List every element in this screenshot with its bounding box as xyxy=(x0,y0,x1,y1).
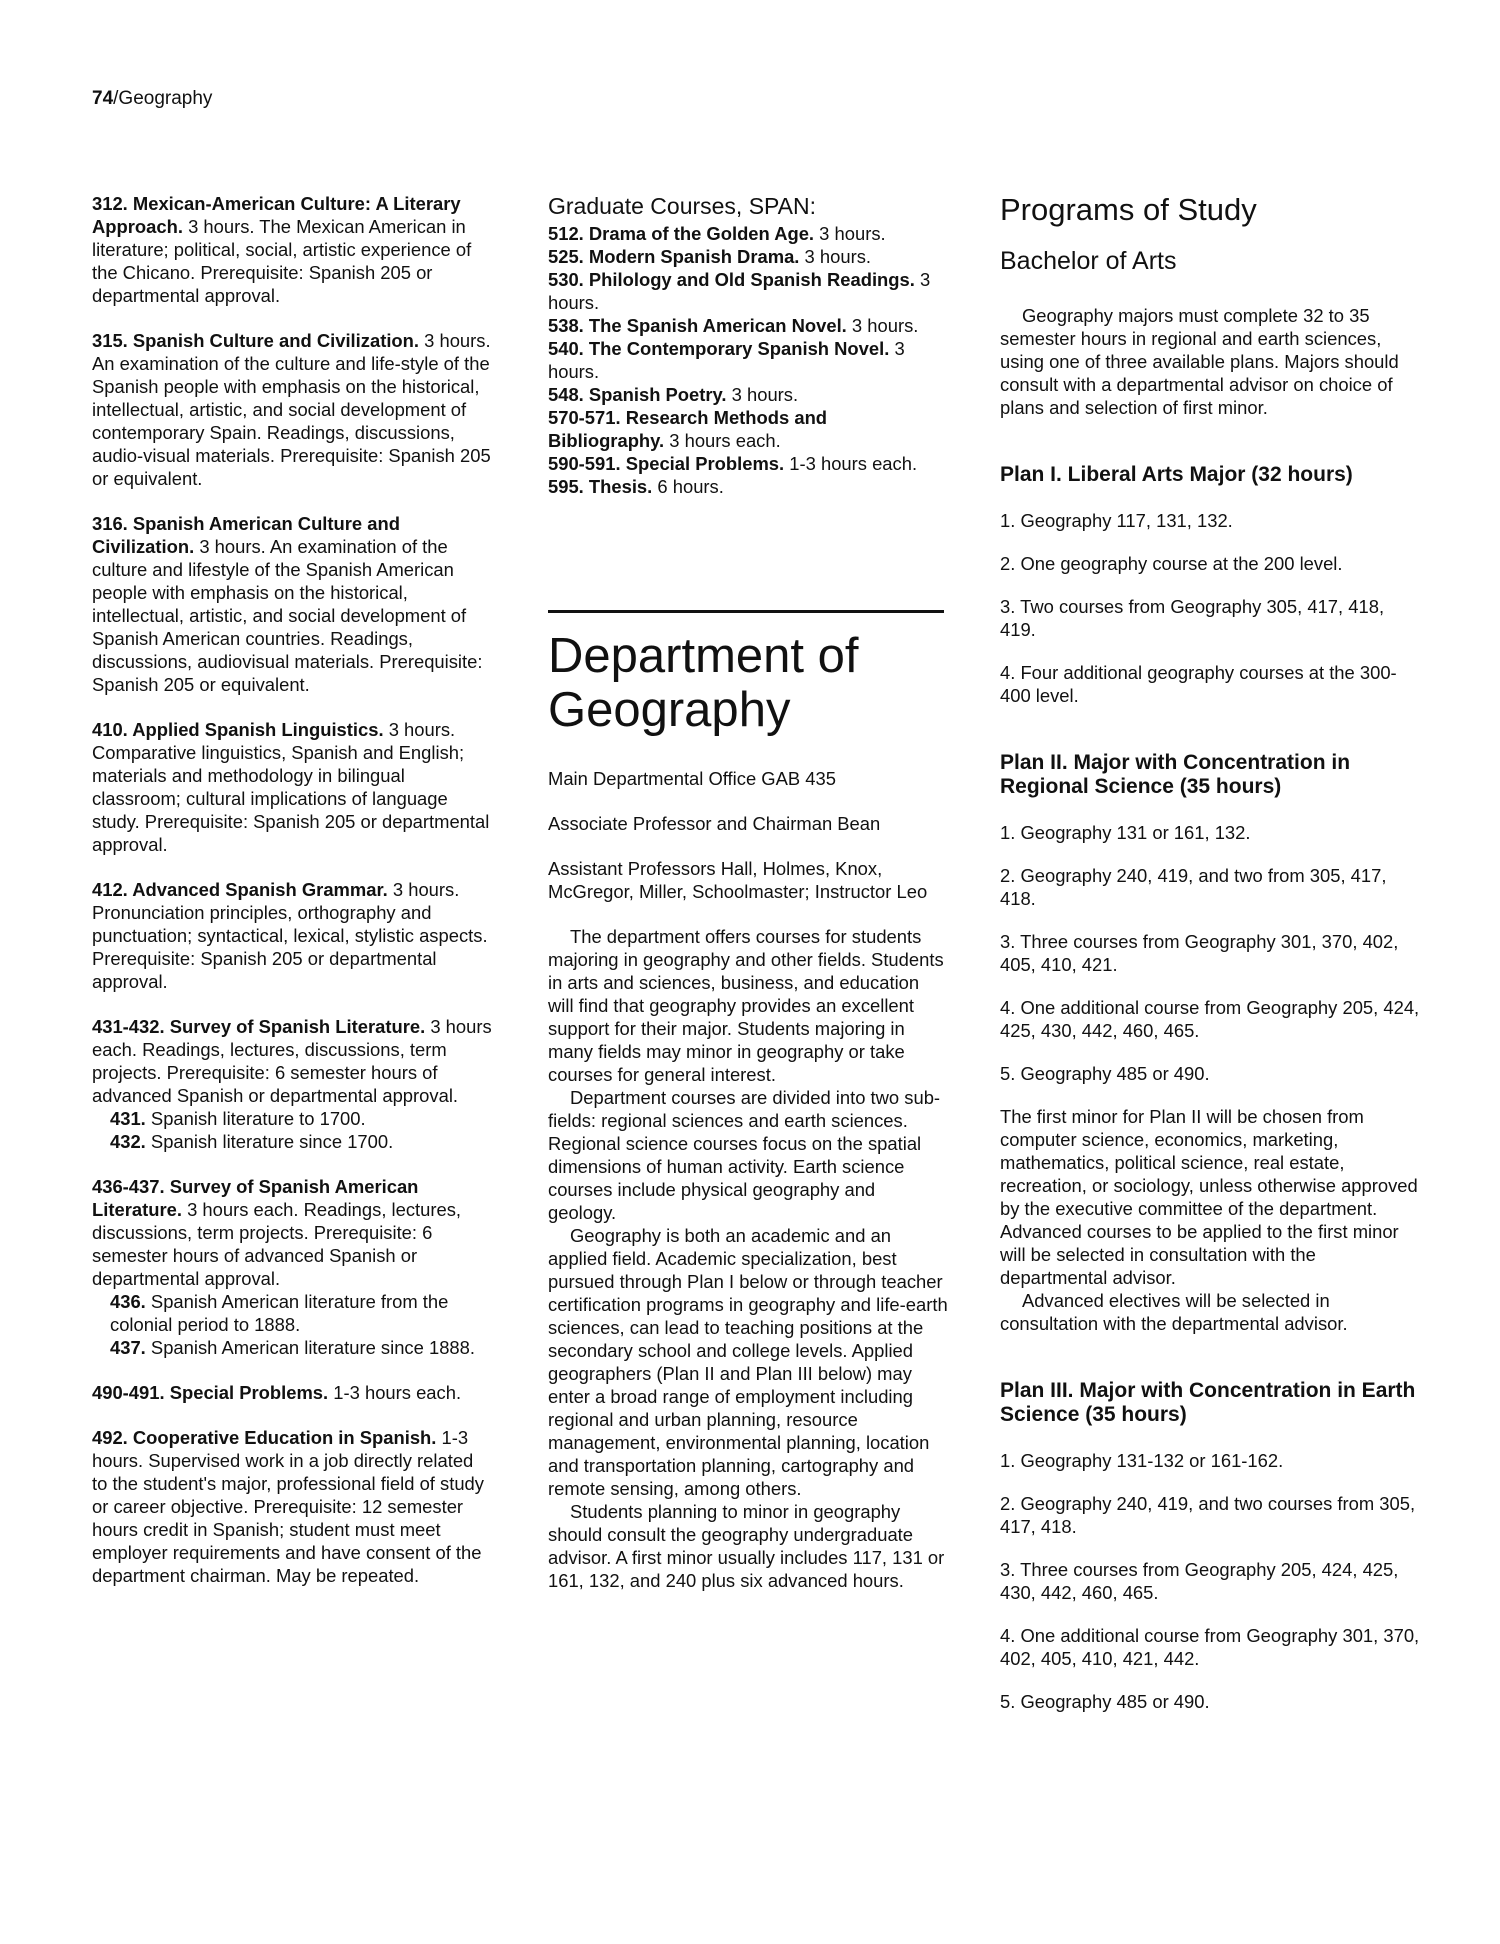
sub-course-number: 436. xyxy=(110,1291,146,1312)
sub-course-text: Spanish American literature since 1888. xyxy=(150,1337,475,1358)
course-description: 3 hours. Pronunciation principles, orthography and punctuation; syntactical, lexical, stylistic aspects. Prerequisite: Spanish 205 or departmental approval. xyxy=(92,879,488,992)
course-title: 492. Cooperative Education in Spanish. xyxy=(92,1427,437,1448)
course-title: 548. Spanish Poetry. xyxy=(548,384,727,405)
department-office: Main Departmental Office GAB 435 xyxy=(548,768,836,789)
course-description: 1-3 hours each. xyxy=(333,1382,462,1403)
programs-subtitle: Bachelor of Arts xyxy=(1000,247,1177,275)
course-description: 3 hours each. xyxy=(669,430,781,451)
course-entry xyxy=(92,1426,492,1587)
spacer xyxy=(548,498,948,610)
sub-course-number: 437. xyxy=(110,1337,146,1358)
course-description: 3 hours. An examination of the culture and life-style of the Spanish people with emphasis on the historical, intellectual, artistic, and social development of contemporary Spain. Readings, discussions, audio-visual materials. Prerequisite: Spanish 205 or equivalent. xyxy=(92,330,491,489)
course-entry xyxy=(92,878,492,993)
graduate-course xyxy=(548,383,948,406)
plan1-title: Plan I. Liberal Arts Major (32 hours) xyxy=(1000,463,1353,486)
course-text xyxy=(92,1175,492,1290)
course-description: 3 hours. xyxy=(804,246,871,267)
course-entry xyxy=(92,1015,492,1153)
course-title: 316. Spanish American Culture and Civilization. xyxy=(92,513,400,557)
course-title: 570-571. Research Methods and Bibliography. xyxy=(548,407,828,451)
sub-course-number: 431. xyxy=(110,1108,146,1129)
course-entry xyxy=(92,192,492,307)
department-faculty: Assistant Professors Hall, Holmes, Knox, McGregor, Miller, Schoolmaster; Instructor Leo xyxy=(548,858,928,902)
course-description: 3 hours. xyxy=(548,338,905,382)
department-paragraph: Department courses are divided into two sub-fields: regional sciences and earth sciences. Regional science courses focus on the spatial dimensions of human activity. Earth science courses include physical geography and geology. xyxy=(548,1087,941,1223)
course-title: 436-437. Survey of Spanish American Literature. xyxy=(92,1176,419,1220)
graduate-course xyxy=(548,452,948,475)
graduate-courses-heading: Graduate Courses, SPAN: xyxy=(548,193,817,219)
plan1-item: 3. Two courses from Geography 305, 417, 418, 419. xyxy=(1000,596,1385,640)
plan2-note: Advanced electives will be selected in consultation with the departmental advisor. xyxy=(1000,1290,1348,1334)
course-title: 590-591. Special Problems. xyxy=(548,453,785,474)
department-chair: Associate Professor and Chairman Bean xyxy=(548,813,881,834)
course-entry xyxy=(92,718,492,856)
sub-course xyxy=(110,1336,492,1359)
column-graduate-and-department xyxy=(548,192,948,1592)
graduate-course xyxy=(548,314,948,337)
course-description: 3 hours. xyxy=(851,315,919,336)
course-description: 3 hours. The Mexican American in literature; political, social, artistic experience of the Chicano. Prerequisite: Spanish 205 or departmental approval. xyxy=(92,216,472,306)
programs-intro: Geography majors must complete 32 to 35 semester hours in regional and earth sciences, using one of three available plans. Majors should consult with a departmental advisor on choice of plans and selection of first minor. xyxy=(1000,305,1399,418)
plan1-item: 4. Four additional geography courses at the 300-400 level. xyxy=(1000,662,1397,706)
course-title: 540. The Contemporary Spanish Novel. xyxy=(548,338,890,359)
sub-course-text: Spanish American literature from the colonial period to 1888. xyxy=(110,1291,449,1335)
course-description: 3 hours. Comparative linguistics, Spanish and English; materials and methodology in bilingual classroom; cultural implications of language study. Prerequisite: Spanish 205 or departmental approval. xyxy=(92,719,490,855)
course-description: 3 hours. xyxy=(819,223,886,244)
sub-course-text: Spanish literature to 1700. xyxy=(150,1108,366,1129)
sub-course-number: 432. xyxy=(110,1131,146,1152)
graduate-course xyxy=(548,268,948,314)
course-title: 431-432. Survey of Spanish Literature. xyxy=(92,1016,426,1037)
plan3-item: 4. One additional course from Geography 301, 370, 402, 405, 410, 421, 442. xyxy=(1000,1625,1420,1669)
course-title: 525. Modern Spanish Drama. xyxy=(548,246,800,267)
course-description: 3 hours. xyxy=(731,384,799,405)
department-paragraph: Students planning to minor in geography should consult the geography undergraduate advisor. A first minor usually includes 117, 131 or 161, 132, and 240 plus six advanced hours. xyxy=(548,1501,945,1591)
plan2-item: 4. One additional course from Geography 205, 424, 425, 430, 442, 460, 465. xyxy=(1000,997,1420,1041)
course-entry xyxy=(92,512,492,696)
sub-course-text: Spanish literature since 1700. xyxy=(150,1131,394,1152)
course-description: 3 hours each. Readings, lectures, discussions, term projects. Prerequisite: 6 semester hours of advanced Spanish or departmental approval. xyxy=(92,1199,462,1289)
graduate-course xyxy=(548,222,948,245)
section-divider xyxy=(548,610,944,613)
course-entry xyxy=(92,329,492,490)
plan2-item: 5. Geography 485 or 490. xyxy=(1000,1063,1210,1084)
course-description: 1-3 hours. Supervised work in a job directly related to the student's major, professional field of study or career objective. Prerequisite: 12 semester hours credit in Spanish; student must meet employer requirements and have consent of the department chairman. May be repeated. xyxy=(92,1427,484,1586)
department-paragraph: The department offers courses for students majoring in geography and other fields. Students in arts and sciences, business, and education will find that geography provides an excellent support for their major. Students majoring in many fields may minor in geography or take courses for general interest. xyxy=(548,926,944,1085)
course-description: 1-3 hours each. xyxy=(789,453,918,474)
graduate-course-list xyxy=(548,222,948,498)
course-description: 3 hours each. Readings, lectures, discussions, term projects. Prerequisite: 6 semester hours of advanced Spanish or departmental approval. xyxy=(92,1016,492,1106)
plan3-title: Plan III. Major with Concentration in Earth Science (35 hours) xyxy=(1000,1379,1416,1426)
graduate-course xyxy=(548,475,948,498)
plan3-item: 3. Three courses from Geography 205, 424, 425, 430, 442, 460, 465. xyxy=(1000,1559,1399,1603)
programs-title: Programs of Study xyxy=(1000,192,1257,227)
course-description: 6 hours. xyxy=(657,476,724,497)
plan2-item: 2. Geography 240, 419, and two from 305, 417, 418. xyxy=(1000,865,1387,909)
plan2-title: Plan II. Major with Concentration in Regional Science (35 hours) xyxy=(1000,751,1351,798)
sub-course xyxy=(110,1107,492,1130)
course-title: 410. Applied Spanish Linguistics. xyxy=(92,719,384,740)
plan2-item: 1. Geography 131 or 161, 132. xyxy=(1000,822,1251,843)
department-title xyxy=(548,629,948,737)
course-title: 312. Mexican-American Culture: A Literary Approach. xyxy=(92,193,461,237)
column-programs-of-study xyxy=(1000,192,1420,1733)
plan3-item: 2. Geography 240, 419, and two courses from 305, 417, 418. xyxy=(1000,1493,1416,1537)
sub-course xyxy=(110,1130,492,1153)
course-title: 490-491. Special Problems. xyxy=(92,1382,329,1403)
course-title: 512. Drama of the Golden Age. xyxy=(548,223,815,244)
course-description: 3 hours. xyxy=(548,269,931,313)
column-spanish-courses xyxy=(92,192,492,1609)
plan1-item: 1. Geography 117, 131, 132. xyxy=(1000,510,1233,531)
graduate-course xyxy=(548,245,948,268)
running-header xyxy=(92,88,212,110)
section-name: /Geography xyxy=(113,88,213,109)
course-description: 3 hours. An examination of the culture and lifestyle of the Spanish American people with emphasis on the historical, intellectual, artistic, and social development of Spanish American countries. Readings, discussions, audiovisual materials. Prerequisite: Spanish 205 or equivalent. xyxy=(92,536,483,695)
plan2-item: 3. Three courses from Geography 301, 370, 402, 405, 410, 421. xyxy=(1000,931,1399,975)
graduate-course xyxy=(548,337,948,383)
page-number: 74 xyxy=(92,88,114,109)
department-title-line2: Geography xyxy=(548,683,791,737)
department-title-line1: Department of xyxy=(548,629,859,683)
department-paragraph: Geography is both an academic and an applied field. Academic specialization, best pursued through Plan I below or through teacher certification programs in geography and life-earth sciences, can lead to teaching positions at the secondary school and college levels. Applied geographers (Plan II and Plan III below) may enter a broad range of employment including regional and urban planning, resource management, environmental planning, location and transportation planning, cartography and remote sensing, among others. xyxy=(548,1225,948,1499)
plan2-note: The first minor for Plan II will be chosen from computer science, economics, marketing, mathematics, political science, real estate, recreation, or sociology, unless otherwise approved by the executive committee of the department. Advanced courses to be applied to the first minor will be selected in consultation with the departmental advisor. xyxy=(1000,1106,1418,1288)
course-title: 412. Advanced Spanish Grammar. xyxy=(92,879,388,900)
course-title: 530. Philology and Old Spanish Readings. xyxy=(548,269,915,290)
course-title: 315. Spanish Culture and Civilization. xyxy=(92,330,420,351)
graduate-course xyxy=(548,406,948,452)
plan3-item: 5. Geography 485 or 490. xyxy=(1000,1691,1210,1712)
course-title: 595. Thesis. xyxy=(548,476,653,497)
course-text xyxy=(92,1015,492,1107)
course-entry xyxy=(92,1381,492,1404)
course-entry xyxy=(92,1175,492,1359)
sub-course xyxy=(110,1290,492,1336)
plan1-item: 2. One geography course at the 200 level. xyxy=(1000,553,1343,574)
plan3-item: 1. Geography 131-132 or 161-162. xyxy=(1000,1450,1284,1471)
course-title: 538. The Spanish American Novel. xyxy=(548,315,847,336)
